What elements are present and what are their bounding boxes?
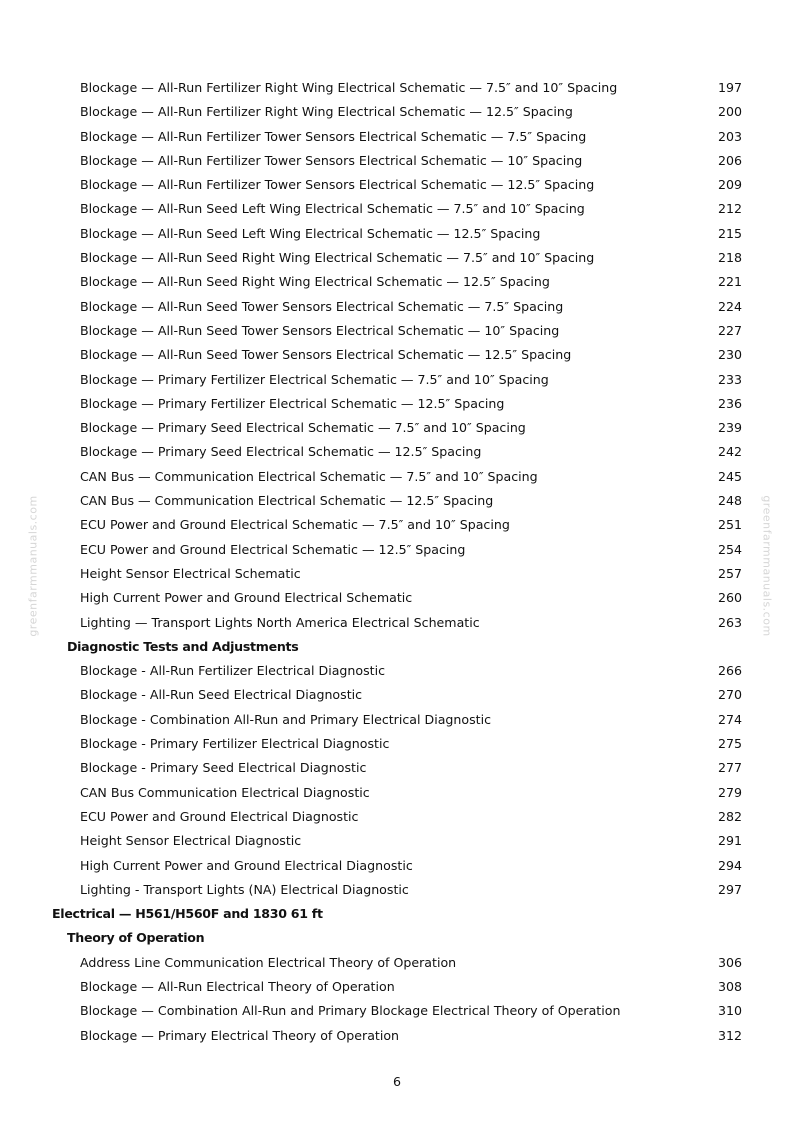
toc-title: Blockage — All-Run Fertilizer Tower Sensors Electrical Schematic — 7.5″ Spacing bbox=[80, 128, 587, 144]
toc-page-number: 297 bbox=[717, 881, 742, 897]
toc-title: ECU Power and Ground Electrical Schematic — 7.5″ and 10″ Spacing bbox=[80, 517, 510, 533]
toc-title: Blockage — Combination All-Run and Primary Blockage Electrical Theory of Operation bbox=[80, 1003, 621, 1019]
toc-page-number: 294 bbox=[717, 857, 742, 873]
toc-entry[interactable] bbox=[0, 125, 794, 149]
toc-title: Blockage - Primary Seed Electrical Diagnostic bbox=[80, 760, 367, 776]
toc-page-number: 209 bbox=[717, 177, 742, 193]
toc-page-number: 200 bbox=[717, 104, 742, 120]
toc-page-number: 224 bbox=[717, 298, 742, 314]
toc-title: Blockage — All-Run Seed Tower Sensors Electrical Schematic — 10″ Spacing bbox=[80, 322, 560, 338]
toc-title: Blockage — All-Run Seed Right Wing Electrical Schematic — 12.5″ Spacing bbox=[80, 274, 550, 290]
toc-page-number: 263 bbox=[717, 614, 742, 630]
toc-page-number: 308 bbox=[717, 978, 742, 994]
toc-entry[interactable] bbox=[0, 465, 794, 489]
toc-entry[interactable] bbox=[0, 76, 794, 100]
toc-page-number: 310 bbox=[717, 1003, 742, 1019]
toc-page-number: 312 bbox=[717, 1027, 742, 1043]
toc-entry[interactable] bbox=[0, 805, 794, 829]
toc-title: CAN Bus Communication Electrical Diagnostic bbox=[80, 784, 370, 800]
toc-entry[interactable] bbox=[0, 683, 794, 707]
toc-title: Diagnostic Tests and Adjustments bbox=[67, 638, 299, 654]
toc-entry[interactable] bbox=[0, 489, 794, 513]
toc-page-number: 266 bbox=[717, 663, 742, 679]
toc-entry[interactable] bbox=[0, 586, 794, 610]
toc-title: Blockage — All-Run Fertilizer Right Wing Electrical Schematic — 12.5″ Spacing bbox=[80, 104, 573, 120]
toc-entry[interactable] bbox=[0, 659, 794, 683]
toc-title: Blockage - All-Run Seed Electrical Diagnostic bbox=[80, 687, 363, 703]
toc-page-number: 230 bbox=[717, 347, 742, 363]
toc-entry[interactable] bbox=[0, 343, 794, 367]
toc-title: Blockage — All-Run Seed Tower Sensors Electrical Schematic — 7.5″ Spacing bbox=[80, 298, 564, 314]
toc-page-number: 221 bbox=[717, 274, 742, 290]
toc-title: High Current Power and Ground Electrical Schematic bbox=[80, 590, 413, 606]
toc-page-number: 227 bbox=[717, 322, 742, 338]
toc-entry[interactable] bbox=[0, 392, 794, 416]
toc-page-number: 291 bbox=[717, 833, 742, 849]
toc-entry[interactable] bbox=[0, 319, 794, 343]
toc-page-number: 282 bbox=[717, 808, 742, 824]
toc-entry[interactable] bbox=[0, 999, 794, 1023]
toc-page-number: 274 bbox=[717, 711, 742, 727]
toc-entry[interactable] bbox=[0, 708, 794, 732]
toc-title: Lighting - Transport Lights (NA) Electrical Diagnostic bbox=[80, 881, 409, 897]
toc-chapter-heading[interactable] bbox=[0, 902, 794, 926]
watermark-left: greenfarmmanuals.com bbox=[26, 495, 40, 637]
toc-section-heading[interactable] bbox=[0, 635, 794, 659]
toc-entry[interactable] bbox=[0, 222, 794, 246]
toc-title: Blockage - All-Run Fertilizer Electrical Diagnostic bbox=[80, 663, 386, 679]
toc-page-number: 277 bbox=[717, 760, 742, 776]
toc-title: Blockage — All-Run Fertilizer Tower Sensors Electrical Schematic — 10″ Spacing bbox=[80, 152, 583, 168]
toc-page-number: 248 bbox=[717, 493, 742, 509]
toc-title: Blockage — Primary Fertilizer Electrical Schematic — 12.5″ Spacing bbox=[80, 395, 505, 411]
toc-title: Blockage — All-Run Fertilizer Tower Sensors Electrical Schematic — 12.5″ Spacing bbox=[80, 177, 595, 193]
toc-page-number: 306 bbox=[717, 954, 742, 970]
toc-page-number: 218 bbox=[717, 250, 742, 266]
toc-title: Height Sensor Electrical Schematic bbox=[80, 565, 301, 581]
toc-title: Blockage — All-Run Seed Left Wing Electrical Schematic — 7.5″ and 10″ Spacing bbox=[80, 201, 585, 217]
toc-page-number: 239 bbox=[717, 420, 742, 436]
toc-entry[interactable] bbox=[0, 295, 794, 319]
toc-page-number: 236 bbox=[717, 395, 742, 411]
toc-page-number: 279 bbox=[717, 784, 742, 800]
toc-title: Blockage - Primary Fertilizer Electrical Diagnostic bbox=[80, 736, 390, 752]
toc-entry[interactable] bbox=[0, 246, 794, 270]
toc-title: Blockage — All-Run Electrical Theory of Operation bbox=[80, 978, 395, 994]
toc-title: Blockage — Primary Fertilizer Electrical Schematic — 7.5″ and 10″ Spacing bbox=[80, 371, 549, 387]
toc-page-number: 215 bbox=[717, 225, 742, 241]
toc-entry[interactable] bbox=[0, 854, 794, 878]
watermark-right: greenfarmmanuals.com bbox=[760, 495, 774, 637]
toc-entry[interactable] bbox=[0, 1024, 794, 1048]
toc-entry[interactable] bbox=[0, 975, 794, 999]
toc-page-number: 212 bbox=[717, 201, 742, 217]
toc-entry[interactable] bbox=[0, 538, 794, 562]
toc-entry[interactable] bbox=[0, 878, 794, 902]
toc-page-number: 203 bbox=[717, 128, 742, 144]
page-number: 6 bbox=[392, 1074, 401, 1089]
table-of-contents bbox=[0, 76, 794, 1048]
toc-page-number: 275 bbox=[717, 736, 742, 752]
toc-entry[interactable] bbox=[0, 368, 794, 392]
toc-section-heading[interactable] bbox=[0, 926, 794, 950]
toc-title: Blockage — Primary Seed Electrical Schematic — 7.5″ and 10″ Spacing bbox=[80, 420, 526, 436]
toc-page-number: 257 bbox=[717, 565, 742, 581]
toc-title: CAN Bus — Communication Electrical Schematic — 12.5″ Spacing bbox=[80, 493, 494, 509]
toc-title: Theory of Operation bbox=[67, 930, 205, 946]
toc-title: Blockage — Primary Seed Electrical Schematic — 12.5″ Spacing bbox=[80, 444, 482, 460]
toc-entry[interactable] bbox=[0, 100, 794, 124]
toc-entry[interactable] bbox=[0, 440, 794, 464]
toc-entry[interactable] bbox=[0, 173, 794, 197]
toc-title: Lighting — Transport Lights North America Electrical Schematic bbox=[80, 614, 480, 630]
toc-page-number: 233 bbox=[717, 371, 742, 387]
toc-entry[interactable] bbox=[0, 149, 794, 173]
toc-page-number: 242 bbox=[717, 444, 742, 460]
toc-entry[interactable] bbox=[0, 270, 794, 294]
toc-title: Blockage — All-Run Seed Left Wing Electrical Schematic — 12.5″ Spacing bbox=[80, 225, 541, 241]
toc-page-number: 245 bbox=[717, 468, 742, 484]
toc-title: Blockage — All-Run Fertilizer Right Wing Electrical Schematic — 7.5″ and 10″ Spacing bbox=[80, 80, 618, 95]
toc-entry[interactable] bbox=[0, 416, 794, 440]
toc-entry[interactable] bbox=[0, 829, 794, 853]
toc-entry[interactable] bbox=[0, 611, 794, 635]
toc-entry[interactable] bbox=[0, 562, 794, 586]
toc-title: ECU Power and Ground Electrical Schematic — 12.5″ Spacing bbox=[80, 541, 466, 557]
toc-title: ECU Power and Ground Electrical Diagnostic bbox=[80, 808, 359, 824]
toc-entry[interactable] bbox=[0, 951, 794, 975]
toc-entry[interactable] bbox=[0, 513, 794, 537]
toc-entry[interactable] bbox=[0, 732, 794, 756]
toc-title: Height Sensor Electrical Diagnostic bbox=[80, 833, 302, 849]
toc-entry[interactable] bbox=[0, 756, 794, 780]
toc-title: Blockage — All-Run Seed Right Wing Electrical Schematic — 7.5″ and 10″ Spacing bbox=[80, 250, 595, 266]
toc-title: Blockage — All-Run Seed Tower Sensors Electrical Schematic — 12.5″ Spacing bbox=[80, 347, 572, 363]
toc-page-number: 251 bbox=[717, 517, 742, 533]
toc-title: CAN Bus — Communication Electrical Schematic — 7.5″ and 10″ Spacing bbox=[80, 468, 538, 484]
toc-title: Electrical — H561/H560F and 1830 61 ft bbox=[52, 906, 323, 922]
toc-page-number: 270 bbox=[717, 687, 742, 703]
toc-title: Blockage - Combination All-Run and Primary Electrical Diagnostic bbox=[80, 711, 492, 727]
toc-entry[interactable] bbox=[0, 197, 794, 221]
toc-page-number: 197 bbox=[717, 80, 742, 95]
toc-page-number: 260 bbox=[717, 590, 742, 606]
toc-page-number: 254 bbox=[717, 541, 742, 557]
toc-title: Blockage — Primary Electrical Theory of Operation bbox=[80, 1027, 400, 1043]
toc-title: High Current Power and Ground Electrical Diagnostic bbox=[80, 857, 413, 873]
toc-title: Address Line Communication Electrical Theory of Operation bbox=[80, 954, 457, 970]
toc-entry[interactable] bbox=[0, 781, 794, 805]
toc-page-number: 206 bbox=[717, 152, 742, 168]
